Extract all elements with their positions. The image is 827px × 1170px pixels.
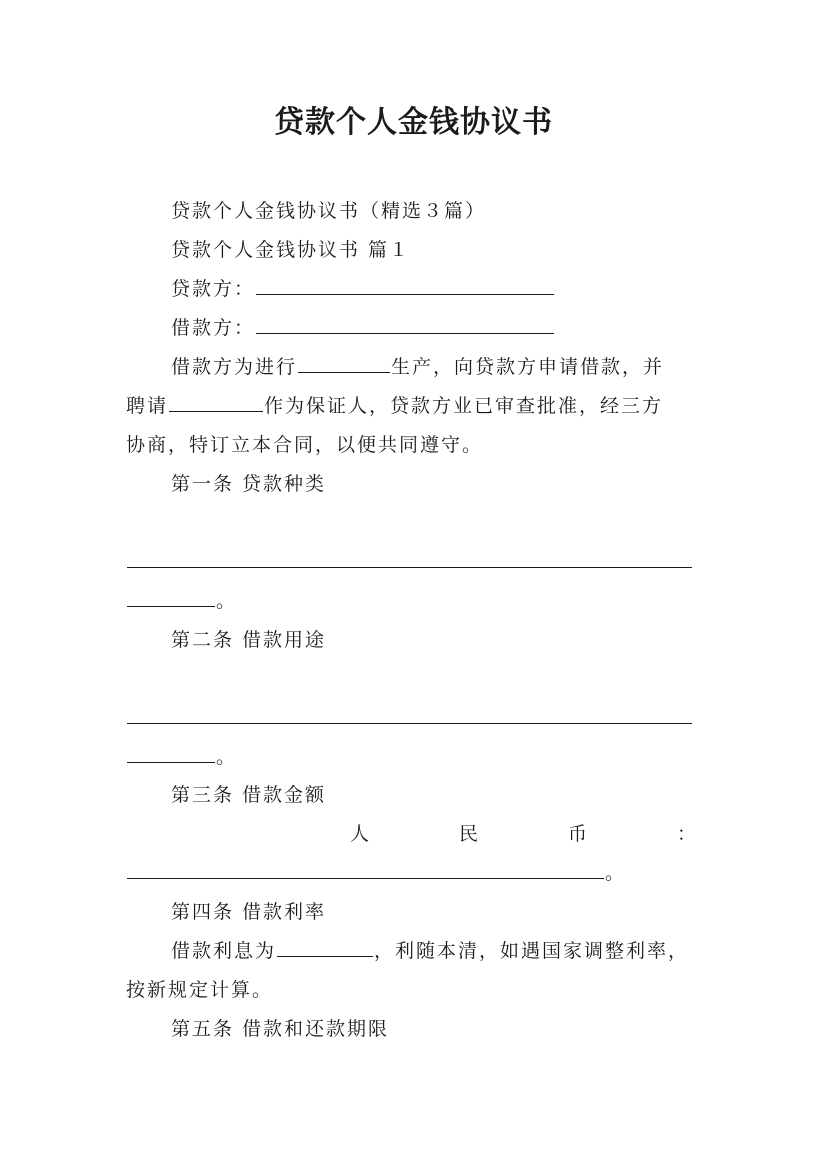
loan-type-blank: [127, 587, 215, 607]
article-3-amount-label: [350, 819, 696, 849]
amount-char: 人: [350, 823, 370, 845]
article-2-blank-end: [126, 742, 696, 772]
part-heading: 贷款个人金钱协议书 篇１: [171, 239, 411, 261]
period: 。: [605, 862, 627, 884]
borrower-blank: [256, 314, 554, 334]
interest-text: 借款利息为: [171, 940, 277, 962]
amount-blank: [127, 859, 604, 879]
article-1-blank-line: [126, 547, 696, 577]
period: 。: [216, 746, 238, 768]
intro-text: 聘请: [126, 395, 169, 417]
article-3-heading: 第三条 借款金额: [171, 784, 327, 806]
intro-text: 作为保证人，贷款方业已审查批准，经三方: [264, 395, 664, 417]
article-5-heading: 第五条 借款和还款期限: [171, 1018, 390, 1040]
document-title: 贷款个人金钱协议书: [274, 105, 553, 140]
document-subtitle: 贷款个人金钱协议书（精选３篇）: [171, 200, 487, 222]
amount-char: ：: [676, 823, 696, 845]
period: 。: [216, 590, 238, 612]
lender-line: [171, 274, 696, 304]
intro-line-2: [126, 391, 696, 421]
article-4-heading: 第四条 借款利率: [171, 901, 327, 923]
lender-blank: [256, 275, 554, 295]
purpose-blank: [127, 743, 215, 763]
guarantor-blank: [169, 392, 263, 412]
borrower-label: 借款方：: [171, 317, 256, 339]
purpose-blank: [127, 704, 692, 724]
article-3-blank-line: [126, 858, 696, 888]
lender-label: 贷款方：: [171, 278, 256, 300]
intro-line-3: 协商，特订立本合同，以便共同遵守。: [126, 434, 484, 456]
loan-type-blank: [127, 548, 692, 568]
article-1-blank-end: [126, 586, 696, 616]
amount-char: 币: [567, 823, 587, 845]
article-4-line-2: 按新规定计算。: [126, 979, 274, 1001]
borrower-line: [171, 313, 696, 343]
interest-text: ，利随本清，如遇国家调整利率，: [374, 940, 690, 962]
intro-text: 借款方为进行: [171, 356, 298, 378]
article-2-heading: 第二条 借款用途: [171, 629, 327, 651]
amount-char: 民: [458, 823, 478, 845]
article-4-line-1: [171, 936, 696, 966]
intro-text: 生产，向贷款方申请借款，并: [391, 356, 665, 378]
intro-line-1: [171, 352, 696, 382]
article-2-blank-line: [126, 703, 696, 733]
interest-blank: [277, 937, 373, 957]
article-1-heading: 第一条 贷款种类: [171, 473, 327, 495]
production-blank: [298, 353, 390, 373]
